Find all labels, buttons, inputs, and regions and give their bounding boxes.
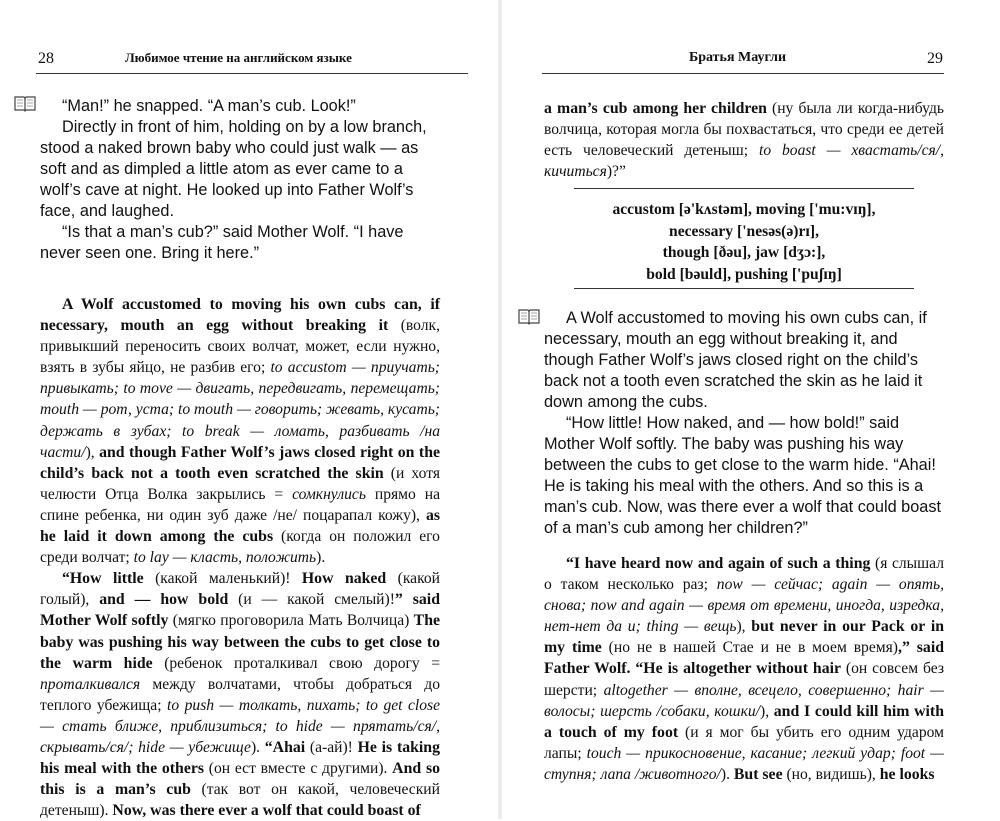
english-phrase: How naked [301,570,387,588]
book-icon [14,95,36,112]
translation-text: ). [250,738,265,756]
english-phrase: A Wolf accustomed to moving his own cubs can, if necessary, mouth an egg without breaking it [40,296,440,335]
translation-text: (когда он положил его среди волчат; [40,528,440,567]
translation-text: (я слышал о таком несколько раз; [544,555,944,594]
english-phrase: and though Father Wolf’s jaws closed right on the child’s back not a tooth even scratched the skin [40,443,440,482]
gloss-text: altogether — вполне, всецело, совершенно; hair — волосы; шерсть /собаки, кошки/ [544,681,944,720]
right-page [500,0,1000,819]
english-phrase: He is taking his meal with the others [40,738,440,778]
annotated-paragraph [40,294,440,568]
header-rule [542,73,944,74]
gloss-text: to boast — хвастать/ся/, кичиться [544,142,944,181]
translation-text: между волчатами, чтобы добраться до теплого убежища; [40,675,440,714]
translation-text: (волк, привыкший переносить своих волчат, может, если нужно, взять в зубы яйцо, не разбив его; [40,317,441,377]
translation-text: ). [316,549,326,567]
annotated-text-block [40,294,440,821]
english-text-block [40,96,440,264]
english-paragraph: “Is that a man’s cub?” said Mother Wolf. “I have never seen one. Bring it here.” [40,223,404,262]
translation-text: (а-ай)! [305,738,358,756]
vocab-line: bold [bəuld], pushing ['puʃɪŋ] [646,265,842,283]
english-paragraph: “How little! How naked, and — how bold!” said Mother Wolf softly. The baby was pushing his way between the cubs to get close to the warm hide. “Ahai! He is taking his meal with the others. And so this is a man’s cub. Now, was there ever a wolf that could boast of a man’s cub among her children?” [544,414,941,537]
translation-text: прямо на спине ребенка, ни один зуб даже /не/ поцарапал кожу), [40,485,441,524]
page-number: 29 [927,50,943,67]
english-paragraph: “Man!” he snapped. “A man’s cub. Look!” [62,97,356,115]
translation-text: (он совсем без шерсти; [544,660,944,699]
english-phrase: “Ahai [264,738,306,756]
annotated-paragraph [40,568,440,821]
left-page [0,0,500,819]
page-number: 28 [38,50,54,67]
translation-text: (ребенок проталкивал свою дорогу = [152,654,441,672]
english-phrase: he looks [879,765,935,783]
vocabulary-box [544,199,944,285]
translation-text: (он ест вместе с другими). [204,760,393,778]
translation-text: (но, видишь), [782,765,880,783]
translation-text: ). [720,765,734,783]
english-phrase: “How little [62,570,144,588]
header-rule [36,73,468,74]
english-phrase: ,” said Father Wolf. “He is altogether without hair [544,639,945,678]
vocab-rule-top [574,188,914,189]
english-paragraph: A Wolf accustomed to moving his own cubs can, if necessary, mouth an egg without breaking it, and though Father Wolf’s jaws closed right on the child’s back not a tooth even scratched the skin as he laid it down among the cubs. [544,309,927,411]
translation-text: (какой голый), [40,570,441,609]
english-phrase: But see [733,765,783,783]
english-paragraph: Directly in front of him, holding on by a low branch, stood a naked brown baby who could just walk — as soft and as dimpled a little atom as ever came to a wolf’s cave at night. He looked up into Father Wolf’s face, and laughed. [40,118,427,220]
translation-text: (мягко проговорила Мать Волчица) [168,612,414,630]
annotated-paragraph [544,98,944,182]
gloss-text: now — сейчас; again — опять, снова; now and again — время от времени, иногда, изредка, нет-нет да и; thing — вещь [544,576,944,636]
english-phrase: And so this is a man’s cub [40,760,441,799]
vocab-line: necessary ['nesəs(ə)rɪ], [669,222,819,240]
vocab-line: though [ðəu], jaw [dʒɔ:], [662,244,826,261]
annotated-paragraph [544,553,944,785]
translation-text: (так вот он какой, человеческий детеныш). [40,781,440,820]
translation-text: (и — какой смелый)! [228,591,395,609]
translation-text: (но не в нашей Стае и не в моем время) [601,639,899,657]
running-header: Любимое чтение на английском языке [125,50,352,65]
annotated-text-block [544,553,944,785]
continuation-block [544,98,944,182]
vocab-line: accustom [ə'kʌstəm], moving ['mu:vɪŋ], [612,201,876,218]
translation-text: ), [760,702,774,720]
running-header: Братья Маугли [689,50,787,65]
gloss-text: to lay — класть, положить [133,549,317,567]
english-phrase: Now, was there ever a wolf that could boast of [112,802,421,820]
gloss-text: to accustom — приучать; привыкать; to move — двигать, передвигать, перемещать; mouth — рот, уста; to mouth — говорить; жевать, кусать; держать в зубах; to break — ломать, разбивать /на части/ [40,359,440,461]
english-phrase: but never in our Pack or in my time [544,618,944,657]
book-icon [518,308,540,325]
translation-text: (какой маленький)! [143,570,302,588]
english-phrase: as he laid it down among the cubs [40,506,440,546]
translation-text: (и я мог бы убить его одним ударом лапы; [544,723,944,762]
english-phrase: “I have heard now and again of such a thing [566,555,871,572]
translation-text: (ну была ли когда-нибудь волчица, которая могла бы похвастаться, что среди ее детей есть человеческий детеныш; [544,100,945,160]
translation-text: (и хотя челюсти Отца Волка закрылись = [40,464,440,503]
vocab-rule-bottom [574,288,914,289]
translation-text: ), [85,443,100,461]
english-phrase: The baby was pushing his way between the cubs to get close to the warm hide [40,612,440,672]
english-phrase: and I could kill him with a touch of my foot [544,702,944,741]
translation-text: ), [736,618,752,636]
english-phrase: a man’s cub among her children [544,100,767,117]
english-text-block [544,308,944,539]
english-phrase: ” said Mother Wolf softly [40,591,440,630]
gloss-text: сомкнулись [292,485,366,503]
gloss-text: проталкивался [40,675,141,693]
gloss-text: touch — прикосновение, касание; легкий удар; foot — ступня; лапа /животного/ [544,744,944,783]
gloss-text: to push — толкать, пихать; to get close — стать ближе, приблизиться; to hide — прятать/ся/, скрывать/ся/; hide — убежище [40,696,440,756]
english-phrase: and — how bold [99,591,229,609]
translation-text: )?” [606,163,626,181]
